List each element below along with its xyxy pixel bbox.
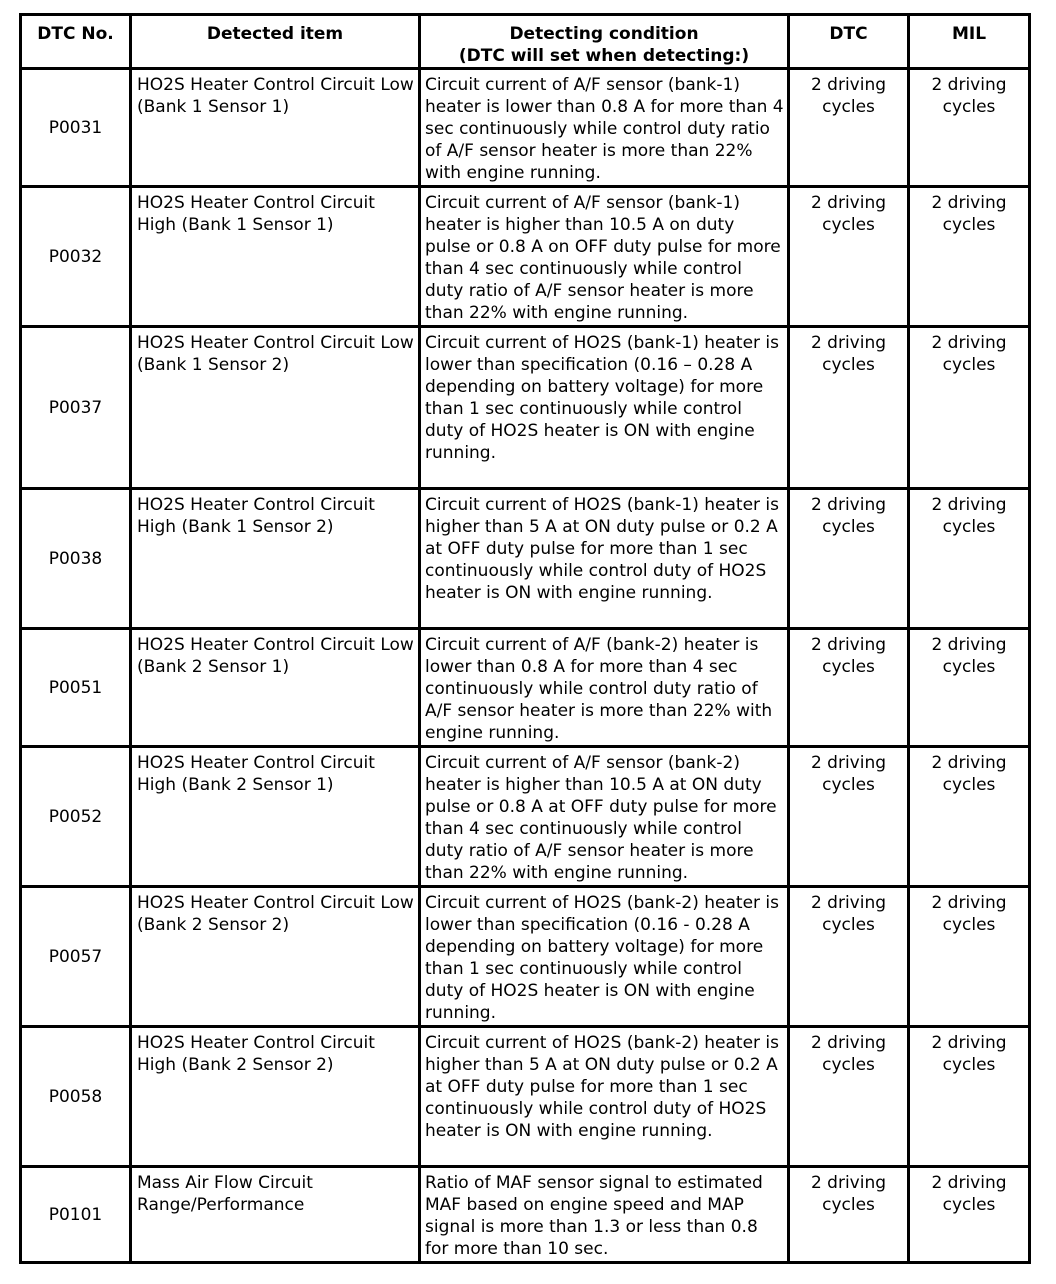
- table-row: [21, 327, 1030, 489]
- detecting-condition: Circuit current of A/F (bank-2) heater is lower than 0.8 A for more than 4 sec continuously while control duty ratio of A/F sensor heater is more than 22% with engine running.: [420, 629, 789, 747]
- dtc-cycles: 2 driving cycles: [789, 489, 909, 629]
- table-row: [21, 887, 1030, 1027]
- table-row: [21, 489, 1030, 629]
- dtc-table: [19, 13, 1031, 1264]
- mil-cycles: 2 driving cycles: [909, 489, 1030, 629]
- detected-item: Mass Air Flow Circuit Range/Performance: [131, 1167, 420, 1263]
- header-dtc-no: DTC No.: [21, 15, 131, 69]
- table-row: [21, 69, 1030, 187]
- dtc-code: P0101: [21, 1167, 131, 1263]
- detected-item: HO2S Heater Control Circuit High (Bank 2 Sensor 2): [131, 1027, 420, 1167]
- dtc-cycles: 2 driving cycles: [789, 887, 909, 1027]
- mil-cycles: 2 driving cycles: [909, 629, 1030, 747]
- detecting-condition: Circuit current of A/F sensor (bank-2) heater is higher than 10.5 A at ON duty pulse or 0.8 A at OFF duty pulse for more than 4 sec continuously while control duty ratio of A/F sensor heater is more than 22% with engine running.: [420, 747, 789, 887]
- detecting-condition: Ratio of MAF sensor signal to estimated MAF based on engine speed and MAP signal is more than 1.3 or less than 0.8 for more than 10 sec.: [420, 1167, 789, 1263]
- header-detected-item: Detected item: [131, 15, 420, 69]
- detecting-condition: Circuit current of HO2S (bank-2) heater is higher than 5 A at ON duty pulse or 0.2 A at OFF duty pulse for more than 1 sec continuously while control duty of HO2S heater is ON with engine running.: [420, 1027, 789, 1167]
- detected-item: HO2S Heater Control Circuit High (Bank 2 Sensor 1): [131, 747, 420, 887]
- dtc-cycles: 2 driving cycles: [789, 1027, 909, 1167]
- table-row: [21, 747, 1030, 887]
- mil-cycles: 2 driving cycles: [909, 187, 1030, 327]
- dtc-code: P0052: [21, 747, 131, 887]
- table-row: [21, 1167, 1030, 1263]
- mil-cycles: 2 driving cycles: [909, 327, 1030, 489]
- table-row: [21, 629, 1030, 747]
- header-condition-line2: (DTC will set when detecting:): [458, 46, 750, 66]
- dtc-code: P0058: [21, 1027, 131, 1167]
- dtc-code: P0032: [21, 187, 131, 327]
- header-condition-line1: Detecting condition: [509, 24, 699, 44]
- detected-item: HO2S Heater Control Circuit Low (Bank 2 Sensor 1): [131, 629, 420, 747]
- header-row: [21, 15, 1030, 69]
- dtc-code: P0038: [21, 489, 131, 629]
- table-row: [21, 187, 1030, 327]
- dtc-code: P0037: [21, 327, 131, 489]
- mil-cycles: 2 driving cycles: [909, 887, 1030, 1027]
- dtc-code: P0031: [21, 69, 131, 187]
- dtc-cycles: 2 driving cycles: [789, 187, 909, 327]
- detecting-condition: Circuit current of HO2S (bank-1) heater is higher than 5 A at ON duty pulse or 0.2 A at OFF duty pulse for more than 1 sec continuously while control duty of HO2S heater is ON with engine running.: [420, 489, 789, 629]
- detecting-condition: Circuit current of A/F sensor (bank-1) heater is higher than 10.5 A on duty pulse or 0.8 A on OFF duty pulse for more than 4 sec continuously while control duty ratio of A/F sensor heater is more than 22% with engine running.: [420, 187, 789, 327]
- header-mil: MIL: [909, 15, 1030, 69]
- header-dtc: DTC: [789, 15, 909, 69]
- detected-item: HO2S Heater Control Circuit High (Bank 1 Sensor 1): [131, 187, 420, 327]
- detected-item: HO2S Heater Control Circuit Low (Bank 1 Sensor 2): [131, 327, 420, 489]
- mil-cycles: 2 driving cycles: [909, 747, 1030, 887]
- detected-item: HO2S Heater Control Circuit High (Bank 1 Sensor 2): [131, 489, 420, 629]
- dtc-cycles: 2 driving cycles: [789, 1167, 909, 1263]
- dtc-cycles: 2 driving cycles: [789, 629, 909, 747]
- mil-cycles: 2 driving cycles: [909, 1027, 1030, 1167]
- dtc-cycles: 2 driving cycles: [789, 747, 909, 887]
- dtc-code: P0051: [21, 629, 131, 747]
- header-detecting-condition: [420, 15, 789, 69]
- detected-item: HO2S Heater Control Circuit Low (Bank 2 Sensor 2): [131, 887, 420, 1027]
- detected-item: HO2S Heater Control Circuit Low (Bank 1 Sensor 1): [131, 69, 420, 187]
- dtc-code: P0057: [21, 887, 131, 1027]
- table-row: [21, 1027, 1030, 1167]
- detecting-condition: Circuit current of HO2S (bank-1) heater is lower than specification (0.16 – 0.28 A depending on battery voltage) for more than 1 sec continuously while control duty of HO2S heater is ON with engine running.: [420, 327, 789, 489]
- dtc-cycles: 2 driving cycles: [789, 327, 909, 489]
- detecting-condition: Circuit current of A/F sensor (bank-1) heater is lower than 0.8 A for more than 4 sec continuously while control duty ratio of A/F sensor heater is more than 22% with engine running.: [420, 69, 789, 187]
- detecting-condition: Circuit current of HO2S (bank-2) heater is lower than specification (0.16 - 0.28 A depending on battery voltage) for more than 1 sec continuously while control duty of HO2S heater is ON with engine running.: [420, 887, 789, 1027]
- mil-cycles: 2 driving cycles: [909, 69, 1030, 187]
- mil-cycles: 2 driving cycles: [909, 1167, 1030, 1263]
- dtc-cycles: 2 driving cycles: [789, 69, 909, 187]
